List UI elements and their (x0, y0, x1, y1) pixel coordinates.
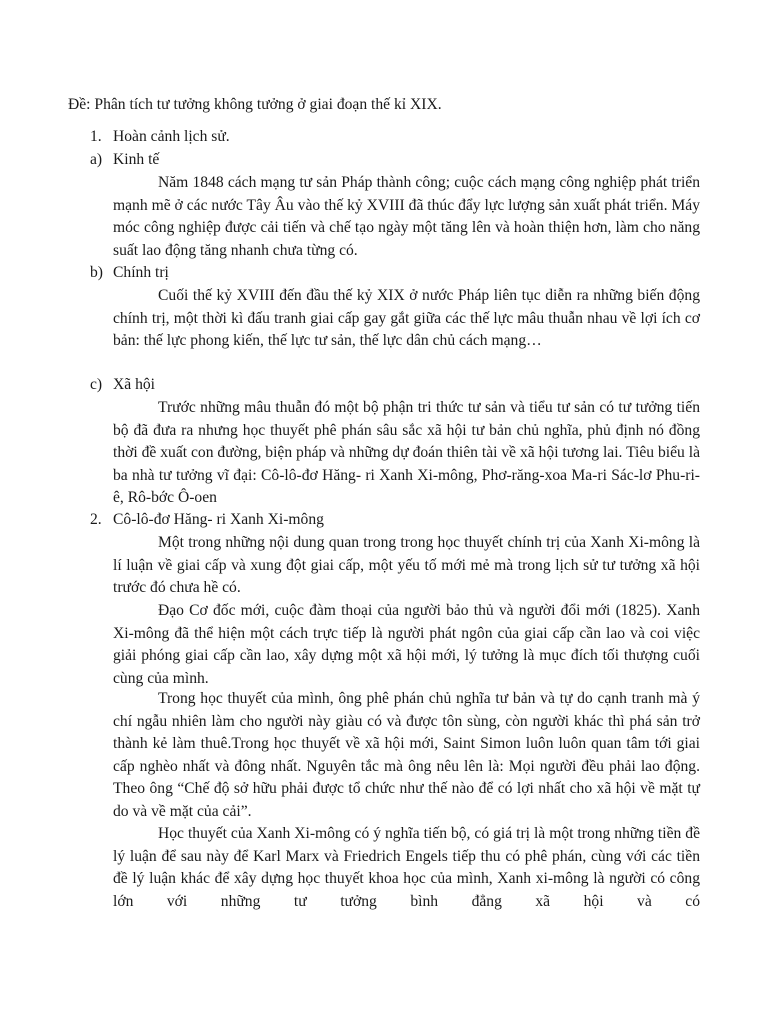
subsection-heading-text: Chính trị (113, 264, 169, 281)
paragraph-economy: Năm 1848 cách mạng tư sản Pháp thành công; cuộc cách mạng công nghiệp phát triển mạnh mẽ ở các nước Tây Âu vào thế kỷ XVIII đã thúc đẩy lực lượng sản xuất phát triển. Máy móc công nghiệp được cải tiến và chế tạo ngày một tăng lên và hoàn thiện hơn, làm cho năng suất lao động tăng nhanh chưa từng có. (113, 174, 700, 259)
list-marker: a) (90, 151, 103, 168)
section-heading-text: Cô-lô-đơ Hăng- ri Xanh Xi-mông (113, 511, 324, 528)
page-title: Đề: Phân tích tư tưởng không tưởng ở giai đoạn thế kỉ XIX. (68, 96, 442, 113)
list-marker: 1. (90, 128, 102, 145)
list-marker: c) (90, 376, 103, 393)
subsection-heading-text: Kinh tế (113, 151, 160, 168)
section-heading-text: Hoàn cảnh lịch sử. (113, 128, 230, 145)
list-marker: b) (90, 264, 103, 281)
paragraph-class-theory: Một trong những nội dung quan trong trong học thuyết chính trị của Xanh Xi-mông là lí luận về giai cấp và xung đột giai cấp, một yếu tố mới mẻ mà trong lịch sử tư tưởng xã hội trước đó chưa hề có. (113, 534, 700, 597)
subsection-heading-text: Xã hội (113, 376, 156, 393)
paragraph-society: Trước những mâu thuẫn đó một bộ phận tri thức tư sản và tiểu tư sản có tư tưởng tiến bộ đã đưa ra nhưng học thuyết phê phán sâu sắc xã hội tư bản chủ nghĩa, phủ định nó đồng thời đề xuất con đường, biện pháp và những dự đoán thiên tài về xã hội tương lai. Tiêu biểu là ba nhà tư tưởng vĩ đại: Cô-lô-đơ Hăng- ri Xanh Xi-mông, Phơ-răng-xoa Ma-ri Sác-lơ Phu-ri-ê, Rô-bớc Ô-oen (113, 399, 700, 507)
paragraph-critique-capitalism: Trong học thuyết của mình, ông phê phán chủ nghĩa tư bản và tự do cạnh tranh mà ý chí ngẫu nhiên làm cho người này giàu có và được tôn sùng, còn người khác thì phá sản trở thành kẻ làm thuê.Trong học thuyết về xã hội mới, Saint Simon luôn luôn quan tâm tới giai cấp nghèo nhất và đông nhất. Nguyên tắc mà ông nêu lên là: Mọi người đều phải lao động. Theo ông “Chế độ sở hữu phải được tổ chức như thế nào để có lợi nhất cho xã hội về mặt tự do và về mặt của cải”. (113, 690, 700, 820)
list-marker: 2. (90, 511, 102, 528)
paragraph-new-christianity: Đạo Cơ đốc mới, cuộc đàm thoại của người bảo thủ và người đổi mới (1825). Xanh Xi-mông đã thể hiện một cách trực tiếp là người phát ngôn của giai cấp cần lao và coi việc giải phóng giai cấp cần lao, xây dựng một xã hội mới, lý tưởng là mục đích tối thượng cuối cùng của mình. (113, 602, 700, 687)
paragraph-significance: Học thuyết của Xanh Xi-mông có ý nghĩa tiến bộ, có giá trị là một trong những tiền đề lý luận để sau này để Karl Marx và Friedrich Engels tiếp thu có phê phán, cùng với các tiền đề lý luận khác để xây dựng học thuyết khoa học của mình, Xanh xi-mông là người có công lớn với những tư tưởng bình đẳng xã hội và có (113, 825, 700, 910)
paragraph-politics: Cuối thế kỷ XVIII đến đầu thế kỷ XIX ở nước Pháp liên tục diễn ra những biến động chính trị, một thời kì đấu tranh giai cấp gay gắt giữa các thế lực mâu thuẫn nhau về lợi ích cơ bản: thế lực phong kiến, thế lực tư sản, thế lực dân chủ cách mạng… (113, 287, 700, 350)
